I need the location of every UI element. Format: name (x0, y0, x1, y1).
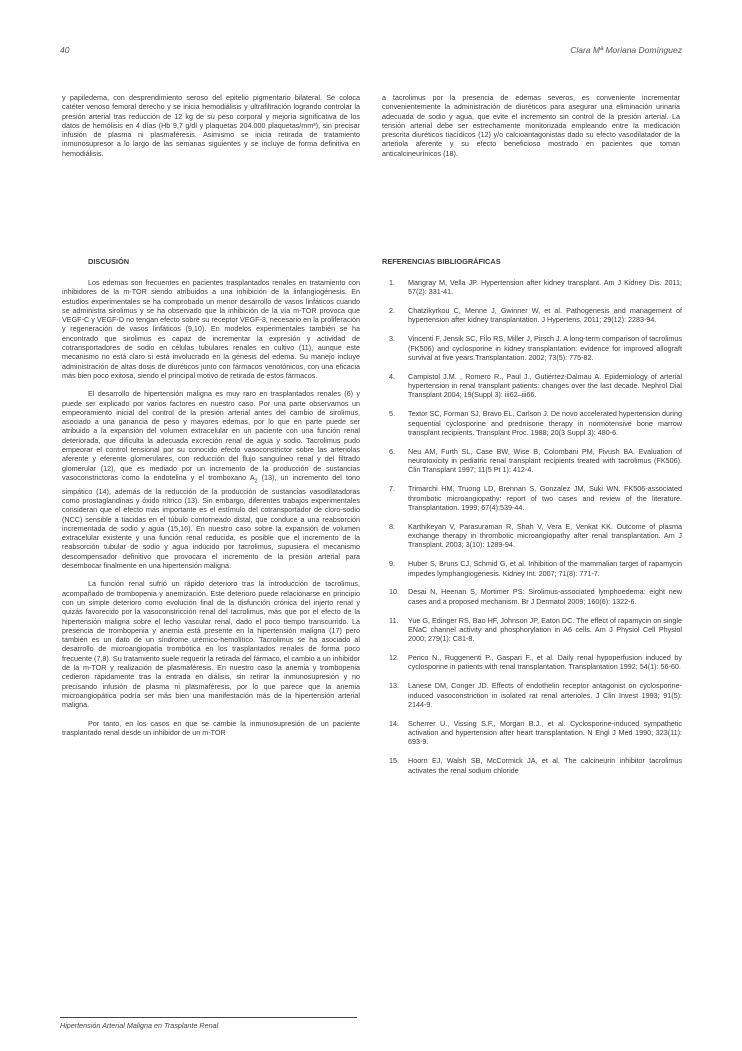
running-header-author: Clara Mª Moriana Domínguez (570, 45, 682, 55)
reference-number: 2. (389, 306, 395, 316)
reference-number: 5. (389, 409, 395, 419)
reference-number: 1. (389, 278, 395, 287)
footer-divider (60, 1017, 357, 1018)
page-number: 40 (60, 45, 70, 55)
reference-number: 14. (389, 718, 399, 728)
reference-item (382, 334, 682, 362)
discussion-paragraph (62, 389, 360, 570)
reference-text: Desai N, Heenan S, Mortimer PS: Sirolimus-associated lymphoedema: eight new cases and a proposed mechanism. Br J Dermatol 2009; 160(6): 1322-6. (408, 587, 682, 606)
reference-text: Scherrer U., Vissing S.F., Morgan B.J., et al. Cyclosporine-induced sympathetic activation and hypertension after heart transplantation. N Engl J Med 1990; 323(11): 693-9. (408, 718, 682, 747)
reference-item (382, 372, 682, 400)
reference-text: Vincenti F, Jensik SC, Filo RS, Miller J, Pirsch J. A long-term comparison of tacrolimus (FK506) and cyclosporine in kidney transplantation: evidence for improved allograft survival at five years.Transplantation. 2002; 73(5): 775-82. (408, 334, 682, 362)
reference-number: 7. (389, 484, 395, 494)
discussion-paragraph: Los edemas son frecuentes en pacientes trasplantados renales en tratamiento con inhibidores de la m-TOR siendo atribuidos a una inhibición de la linfangiogénesis. En estudios experimentales se ha comprobado un menor desarrollo de vasos linfáticos cuando se administra sirolimus y se ha observado que la inhibición de la vía m-TOR provoca que VEGF-C y VEGF-D no tengan efecto sobre su receptor VEGF-3, necesario en la proliferación y regeneración de vasos linfáticos (9,10). En modelos experimentales también se ha encontrado que sirolimus es capaz de incrementar la expresión y actividad de cotransportadores de sodio en células tubulares renales en cultivo (11), aunque este mecanismo no está claro si está involucrado en la génesis del edema. Su manejo incluye administración de altas dosis de diuréticos junto con fármacos venotónicos, con una eficacia más bien poco exitosa, siendo el principal motivo de retirada de estos fármacos. (62, 278, 360, 380)
reference-number: 12. (389, 653, 399, 663)
references-heading: REFERENCIAS BIBLIOGRÁFICAS (382, 257, 501, 266)
left-column-intro (62, 93, 360, 167)
subscript: 2 (254, 478, 258, 485)
reference-number: 11. (389, 615, 399, 625)
reference-number: 10. (389, 587, 399, 597)
reference-number: 13. (389, 681, 399, 691)
reference-number: 6. (389, 446, 395, 456)
reference-text: Textor SC, Forman SJ, Bravo EL, Carlson J. De novo accelerated hypertension during sequential cyclosporine and prednisone therapy in normotensive bone marrow transplant recipients. Transplant Proc. 1988; 20(3 Suppl 3): 480-6. (408, 409, 682, 437)
reference-number: 3. (389, 334, 395, 344)
reference-item (382, 653, 682, 672)
reference-item (382, 681, 682, 709)
discussion-continuation-paragraph: a tacrolimus por la presencia de edemas severos, es conveniente incrementar convenientemente la administración de diuréticos para asegurar una eliminación urinaria adecuada de sodio y agua, que evite el incremento sin control de la presión arterial. La tensión arterial debe ser estrechamente monitorizada empleando entre la medicación prescrita diuréticos tiacídicos (12) y/o calcioantagonistas dado su efecto vasodilatador de la arteriola aferente y su efecto beneficioso mostrado en pacientes que toman anticalcineurínicos (18). (382, 93, 680, 158)
right-column-intro (382, 93, 680, 167)
reference-text: Hoorn EJ, Walsh SB, McCormick JA, et al. The calcineurin inhibitor tacrolimus activates the renal sodium chloride (408, 756, 682, 775)
reference-item (382, 756, 682, 775)
reference-item (382, 587, 682, 606)
discussion-text: (13), un incremento del tono simpático (14), además de la reducción de la producción de sustancias vasodilatadoras como prostaglandinas y óxido nítrico (13). Sin embargo, diferentes trabajos experimentales consideran que el efecto más importante es el estímulo del cotransportador de cloro-sodio (NCC) sensible a tiacidas en el túbulo contorneado distal, que conduce a una reabsorción incrementada de sodio y agua (15,16). En nuestro caso sobre la expansión de volumen extracelular existente y una función renal reducida, es posible que el incremento de la reabsorción tubular de sodio y agua inducido por tacrolimus, supusiera el mecanismo descompensador definitivo que provocara el incremento de la presión arterial para desembocar finalmente en una hipertensión maligna. (62, 472, 360, 571)
reference-text: Chatzikyrkou C, Menne J, Gwinner W, et al. Pathogenesis and management of hypertension after kidney transplantation. J Hypertens. 2011; 29(12): 2283-94. (408, 306, 682, 325)
reference-text: Lanese DM, Conger JD. Effects of endothelin receptor antagonist on cyclosporine-induced vasoconstriction in isolated rat renal arterioles. J Clin Invest 1993; 91(5): 2144-9. (408, 681, 682, 709)
discussion-text: El desarrollo de hipertensión maligna es muy raro en trasplantados renales (6) y puede ser explicado por varios factores en nuestro caso. Por una parte observamos un empeoramiento inicial del control de la presión arterial antes del cambio de sirolimus, asociado a una ganancia de peso y mayores edemas, por lo que en parte puede ser atribuido a la expansión del volumen extracelular en un paciente con una función renal deteriorada, que dificulta la adecuada excreción renal de agua y sodio. Tacrolimus pudo empeorar el control tensional por su conocido efecto vasoconstrictor sobre las arteriolas aferente y eferente glomerulares, con reducción del flujo sanguíneo renal y del filtrado glomerular (12), que es mediado por un incremento de la producción de sustancias vasoconstrictoras como la endotelina y el tromboxano A (62, 389, 360, 482)
running-footer-title: Hipertensión Arterial Maligna en Trasplante Renal (60, 1021, 219, 1030)
reference-text: Huber S, Bruns CJ, Schmid G, et al. Inhibition of the mammalian target of rapamycin impedes lymphangiogenesis. Kidney Int. 2007; 71(8): 771-7. (408, 559, 682, 578)
reference-item (382, 306, 682, 325)
reference-text: Trimarchi HM, Truong LD, Brennan S, Gonzalez JM, Suki WN. FK506-associated thrombotic microangiopathy: report of two cases and review of the literature. Transplantation. 1999; 67(4):539-44. (408, 484, 682, 512)
reference-number: 4. (389, 371, 395, 381)
discussion-paragraph: Por tanto, en los casos en que se cambie la inmunosupresión de un paciente trasplantado renal desde un inhibidor de un m-TOR (62, 718, 360, 737)
reference-text: Campistol J.M. , Romero R., Paul J., Gutiérrez-Dalmau A. Epidemiology of arterial hypertension in renal transplant patients: changes over the last decade. Nephrol Dial Transplant 2004; 19(Suppl 3): iii62–iii66. (408, 371, 682, 400)
reference-item (382, 447, 682, 475)
references-list (382, 278, 682, 784)
reference-text: Perico N., Ruggenenti P., Gaspari F., et al. Daily renal hypoperfusion induced by cyclosporine in patients with renal transplantation. Transplantation 1992; 54(1): 56-60. (408, 653, 682, 672)
reference-item (382, 616, 682, 644)
reference-number: 15. (389, 756, 399, 766)
reference-number: 8. (389, 521, 395, 531)
reference-text: Neu AM, Furth SL, Case BW, Wise B, Colombani PM, Fivush BA. Evaluation of neurotoxicity in pediatric renal transplant recipients treated with tacrolimus (FK506). Clin Transplant 1997; 11(5 Pt 1): 412-4. (408, 446, 682, 475)
reference-item (382, 522, 682, 550)
case-continuation-paragraph: y papiledema, con desprendimiento seroso del epitelio pigmentario bilateral. Se coloca catéter venoso femoral derecho y se inicia hemodiálisis y ultrafiltración logrando controlar la presión arterial tras reducción de 12 kg de su peso corporal y mejoría significativa de los datos de hemólisis en 4 días (Hb 9,7 g/dl y plaquetas 204.000 plaquetas/mm³), sin precisar infusión de plasma ni plasmaféresis. Asimismo se inicia retirada de tratamiento inmunosupresor a lo largo de las semanas siguientes y se incluye de forma definitiva en hemodiálisis. (62, 93, 360, 158)
reference-text: Mangray M, Vella JP. Hypertension after kidney transplant. Am J Kidney Dis. 2011; 57(2): 331-41. (408, 278, 682, 297)
discussion-body (62, 278, 360, 746)
reference-item (382, 484, 682, 512)
reference-text: Yue G, Edinger RS, Bao HF, Johnson JP, Eaton DC. The effect of rapamycin on single ENaC channel activity and phosphorylation in A6 cells. Am J Physiol Cell Physiol 2000; 279(1): C81-8. (408, 615, 682, 644)
reference-number: 9. (389, 559, 395, 569)
reference-item (382, 409, 682, 437)
discussion-paragraph: La función renal sufrió un rápido deterioro tras la introducción de tacrolimus, acompañado de trombopenia y anemización. Este deterioro puede relacionarse en principio con un simple deterioro como evolución final de la disfunción crónica del injerto renal y quizás favorecido por la vasoconstricción renal del tacrolimus, más que por el efecto de la hipertensión maligna sobre el lecho vascular renal, dado el poco tiempo transcurrido. La presencia de trombopenia y anemia está presente en la hipertensión maligna (17) pero también es un dato de un síndrome urémico-hemolítico. Tacrolimus se ha asociado al desarrollo de microangiopatía trombótica en los trasplantados renales de forma poco frecuente (7,8). Su tratamiento suele requerir la retirada del fármaco, el cambio a un inhibidor de la m-TOR y realización de plasmaféresis. En nuestro caso la anemia y trombopenia cedieron rápidamente tras la entrada en diálisis, sin retirar la inmunosupresión y no precisando infusión de plasma ni plasmaféresis, por lo que parece que la anemia microangiopática podría ser más bien una manifestación más de la hipertensión arterial maligna. (62, 579, 360, 710)
reference-text: Karthikeyan V, Parasuraman R, Shah V, Vera E, Venkat KK. Outcome of plasma exchange therapy in thrombotic microangiopathy after renal transplantation. Am J Transplant. 2003; 3(10): 1289-94. (408, 521, 682, 550)
reference-item (382, 278, 682, 297)
discussion-heading: DISCUSIÓN (88, 257, 130, 266)
reference-item (382, 559, 682, 578)
reference-item (382, 719, 682, 747)
